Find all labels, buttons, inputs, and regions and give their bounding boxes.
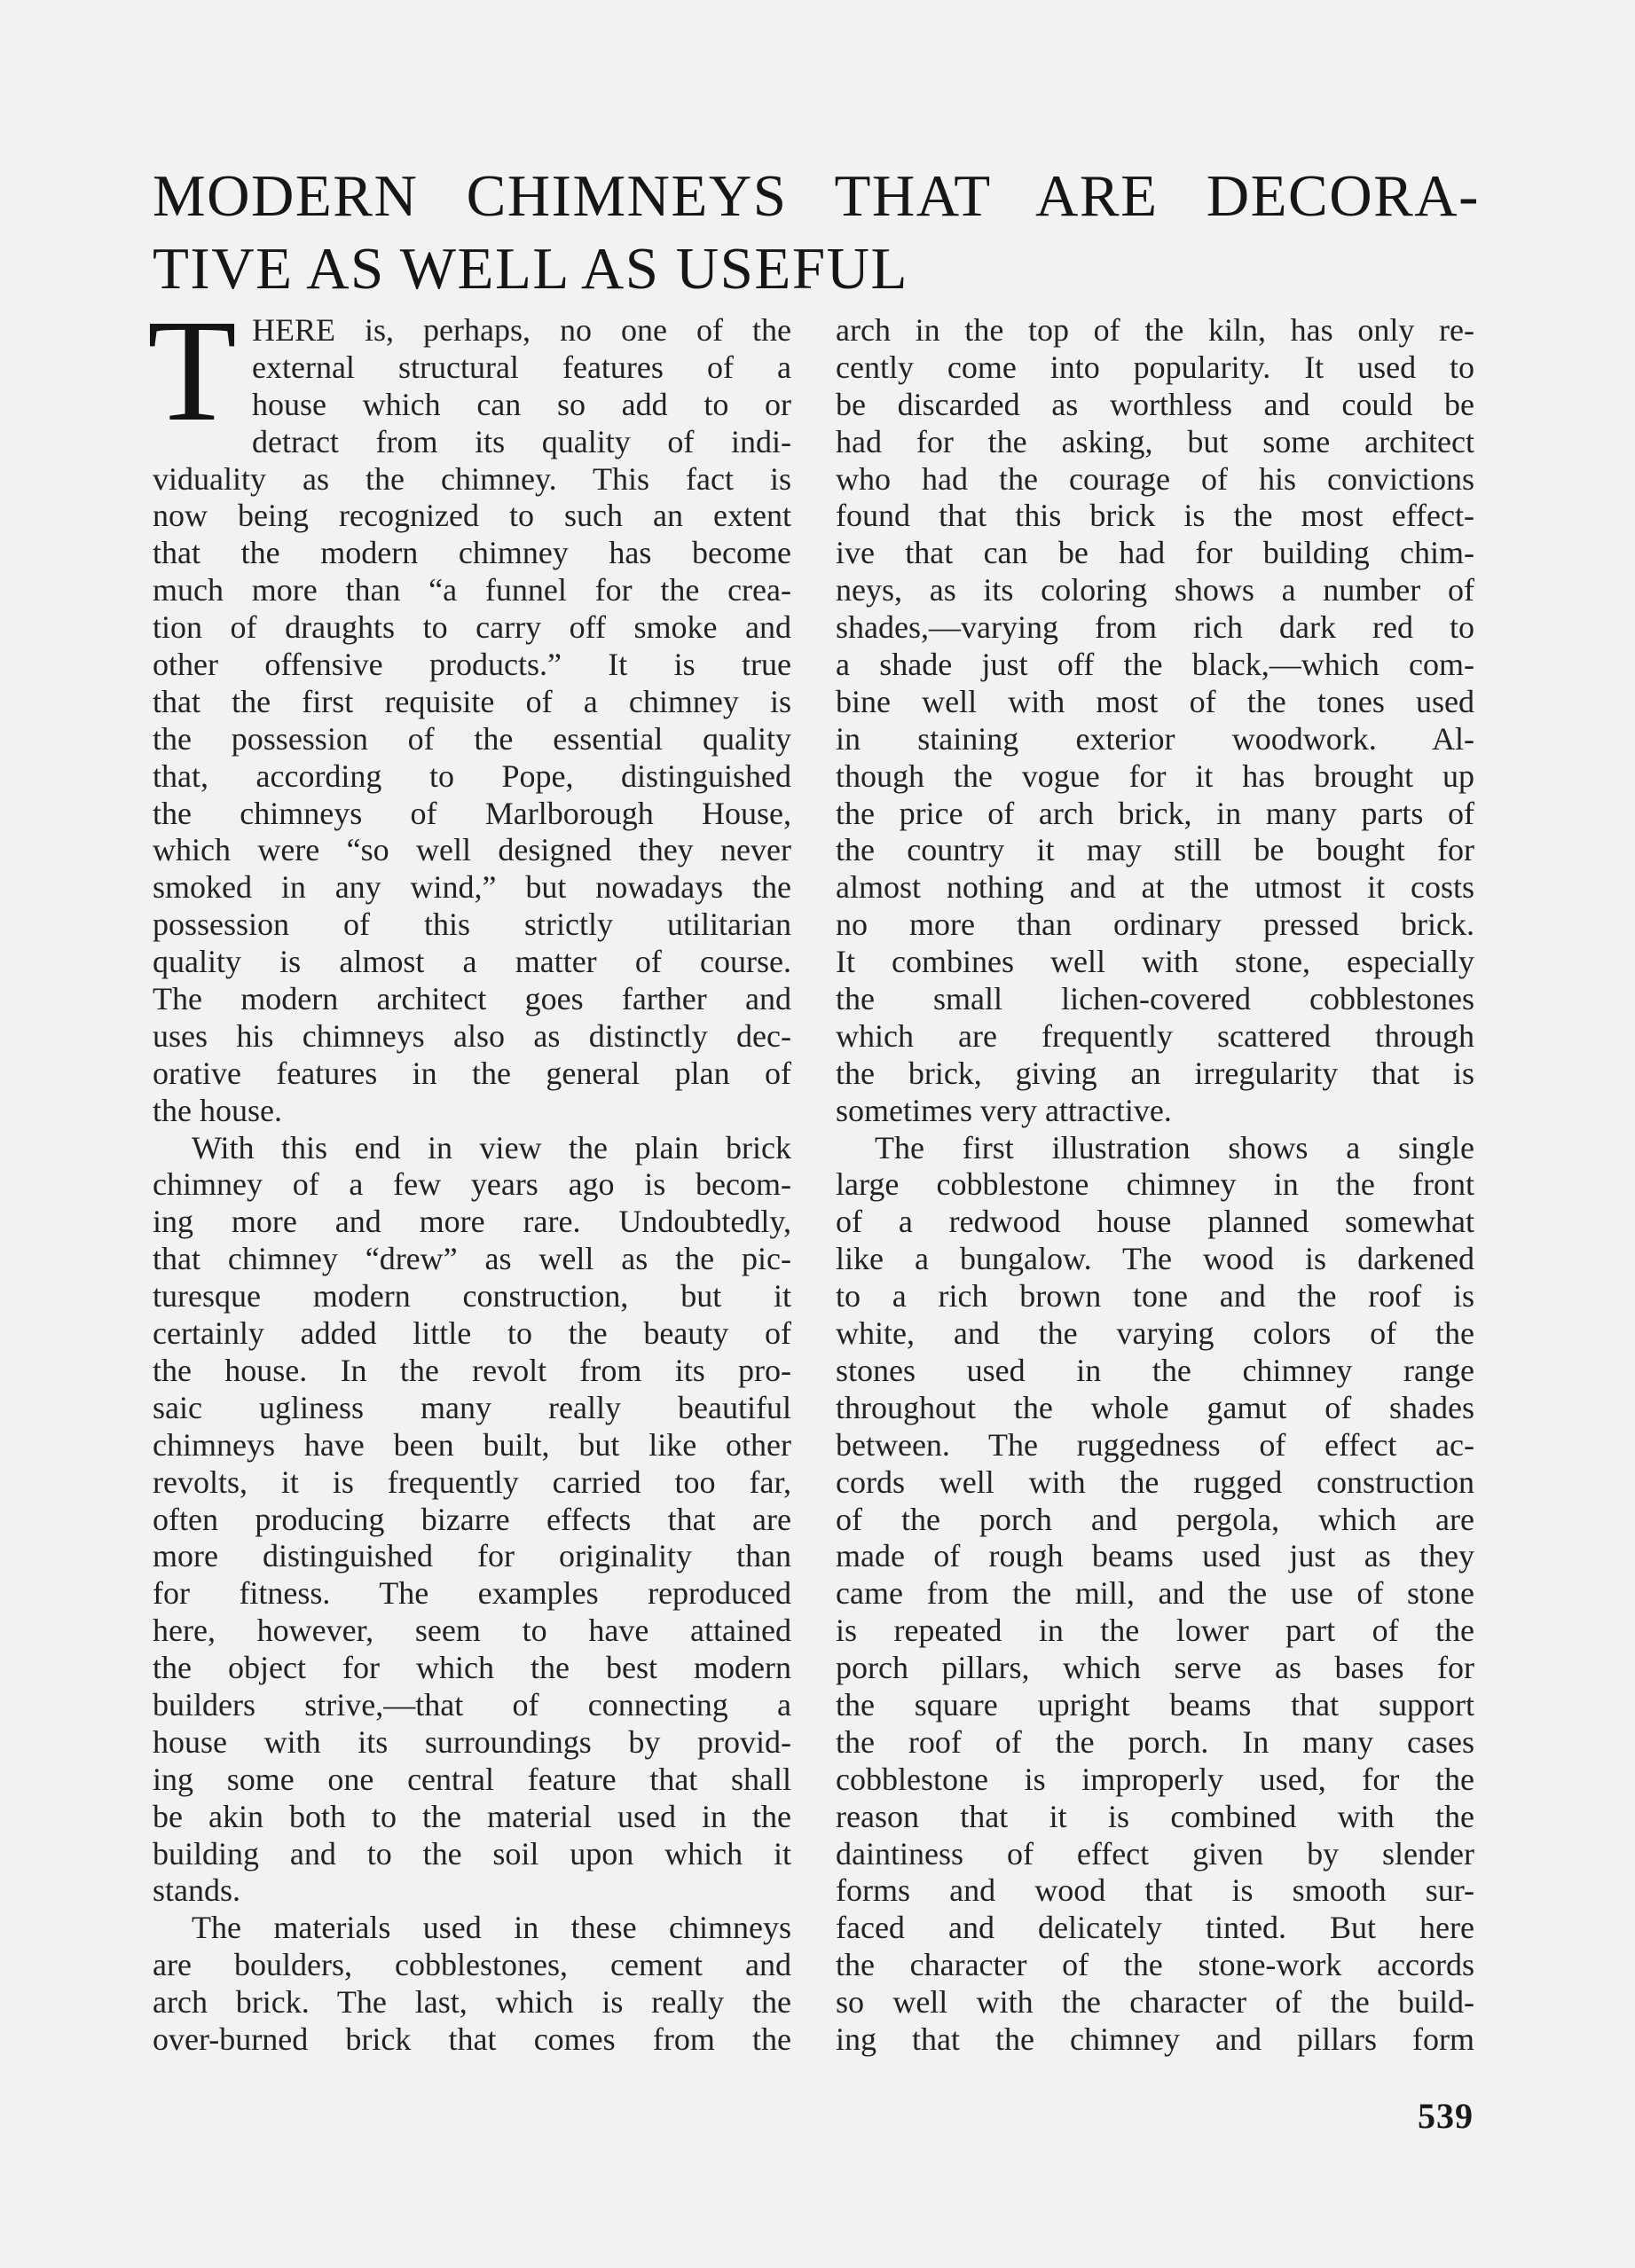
- text-line: almost nothing and at the utmost it costs: [836, 869, 1474, 906]
- text-line: other offensive products.” It is true: [153, 647, 791, 683]
- text-line: The modern architect goes farther and: [153, 981, 791, 1017]
- text-line: stones used in the chimney range: [836, 1352, 1474, 1388]
- text-line: arch brick. The last, which is really the: [153, 1984, 791, 2021]
- text-line: that the first requisite of a chimney is: [153, 683, 791, 719]
- text-line: neys, as its coloring shows a number of: [836, 572, 1474, 608]
- text-line: over-burned brick that comes from the: [153, 2021, 791, 2057]
- text-line: ing some one central feature that shall: [153, 1761, 791, 1797]
- text-line: The first illustration shows a single: [875, 1129, 1474, 1165]
- text-line: the brick, giving an irregularity that is: [836, 1055, 1474, 1091]
- text-line: tion of draughts to carry off smoke and: [153, 609, 791, 646]
- text-line: certainly added little to the beauty of: [153, 1315, 791, 1352]
- text-line: quality is almost a matter of course.: [153, 944, 791, 980]
- text-line: reason that it is combined with the: [836, 1798, 1474, 1834]
- text-line: The materials used in these chimneys: [192, 1910, 791, 1946]
- text-line: turesque modern construction, but it: [153, 1278, 791, 1314]
- text-line: the house. In the revolt from its pro-: [153, 1352, 791, 1388]
- text-line: possession of this strictly utilitarian: [153, 906, 791, 943]
- text-line: cently come into popularity. It used to: [836, 349, 1474, 385]
- text-line: which were “so well designed they never: [153, 832, 791, 868]
- text-line: much more than “a funnel for the crea-: [153, 572, 791, 608]
- text-line: which are frequently scattered through: [836, 1017, 1474, 1054]
- article-title: [153, 160, 1480, 305]
- text-line: the character of the stone-work accords: [836, 1947, 1474, 1983]
- text-line: uses his chimneys also as distinctly dec-: [153, 1017, 791, 1054]
- text-line: found that this brick is the most effect-: [836, 498, 1474, 534]
- text-line: that the modern chimney has become: [153, 535, 791, 571]
- text-line: between. The ruggedness of effect ac-: [836, 1426, 1474, 1463]
- text-line: house with its surroundings by provid-: [153, 1723, 791, 1760]
- text-line: shades,—varying from rich dark red to: [836, 609, 1474, 646]
- text-line: came from the mill, and the use of stone: [836, 1575, 1474, 1612]
- text-line: who had the courage of his convictions: [836, 460, 1474, 497]
- text-line: building and to the soil upon which it: [153, 1835, 791, 1872]
- text-line: the object for which the best modern: [153, 1650, 791, 1686]
- text-line: cords well with the rugged construction: [836, 1464, 1474, 1500]
- text-line: that, according to Pope, distinguished: [153, 757, 791, 794]
- text-line: often producing bizarre effects that are: [153, 1501, 791, 1537]
- text-line: builders strive,—that of connecting a: [153, 1686, 791, 1723]
- text-line: forms and wood that is smooth sur-: [836, 1872, 1474, 1909]
- text-line: like a bungalow. The wood is darkened: [836, 1241, 1474, 1277]
- page-number: 539: [1418, 2096, 1474, 2136]
- text-line: arch in the top of the kiln, has only re-: [836, 312, 1474, 348]
- text-line: daintiness of effect given by slender: [836, 1835, 1474, 1872]
- text-line: faced and delicately tinted. But here: [836, 1910, 1474, 1946]
- text-line: revolts, it is frequently carried too far,: [153, 1464, 791, 1500]
- text-line: are boulders, cobblestones, cement and: [153, 1947, 791, 1983]
- text-line: of a redwood house planned somewhat: [836, 1204, 1474, 1240]
- text-line: made of rough beams used just as they: [836, 1538, 1474, 1574]
- text-line: the roof of the porch. In many cases: [836, 1723, 1474, 1760]
- text-line: viduality as the chimney. This fact is: [153, 460, 791, 497]
- text-line: With this end in view the plain brick: [192, 1129, 791, 1165]
- text-line: the possession of the essential quality: [153, 720, 791, 757]
- text-line: had for the asking, but some architect: [836, 423, 1474, 459]
- text-line: cobblestone is improperly used, for the: [836, 1761, 1474, 1797]
- left-column: [147, 289, 791, 2059]
- text-line: bine well with most of the tones used: [836, 683, 1474, 719]
- text-line: the square upright beams that support: [836, 1686, 1474, 1723]
- text-line: ing more and more rare. Undoubtedly,: [153, 1204, 791, 1240]
- title-line: MODERN CHIMNEYS THAT ARE DECORA-: [153, 163, 1480, 229]
- text-line: porch pillars, which serve as bases for: [836, 1650, 1474, 1686]
- text-line: chimney of a few years ago is becom-: [153, 1166, 791, 1203]
- text-line: detract from its quality of indi-: [252, 423, 791, 459]
- text-line: that chimney “drew” as well as the pic-: [153, 1241, 791, 1277]
- text-line: though the vogue for it has brought up: [836, 757, 1474, 794]
- text-line: in staining exterior woodwork. Al-: [836, 720, 1474, 757]
- text-line: It combines well with stone, especially: [836, 944, 1474, 980]
- text-line: a shade just off the black,—which com-: [836, 647, 1474, 683]
- text-line: the chimneys of Marlborough House,: [153, 795, 791, 831]
- text-line: no more than ordinary pressed brick.: [836, 906, 1474, 943]
- text-line: the small lichen-covered cobblestones: [836, 981, 1474, 1017]
- text-line: HERE is, perhaps, no one of the: [252, 312, 791, 348]
- text-line: white, and the varying colors of the: [836, 1315, 1474, 1352]
- text-line: is repeated in the lower part of the: [836, 1613, 1474, 1649]
- drop-cap: T: [147, 289, 237, 451]
- text-line: external structural features of a: [252, 349, 791, 385]
- text-line: the price of arch brick, in many parts of: [836, 795, 1474, 831]
- title-line: TIVE AS WELL AS USEFUL: [153, 236, 908, 302]
- text-line: be discarded as worthless and could be: [836, 386, 1474, 422]
- text-line: chimneys have been built, but like other: [153, 1426, 791, 1463]
- text-line: to a rich brown tone and the roof is: [836, 1278, 1474, 1314]
- text-line: ive that can be had for building chim-: [836, 535, 1474, 571]
- text-line: now being recognized to such an extent: [153, 498, 791, 534]
- text-line: ing that the chimney and pillars form: [836, 2021, 1474, 2057]
- text-line: for fitness. The examples reproduced: [153, 1575, 791, 1612]
- text-line: house which can so add to or: [252, 386, 791, 422]
- text-line: throughout the whole gamut of shades: [836, 1389, 1474, 1425]
- text-line: sometimes very attractive.: [836, 1092, 1172, 1128]
- text-line: so well with the character of the build-: [836, 1984, 1474, 2021]
- right-column: [836, 312, 1474, 2059]
- text-line: be akin both to the material used in the: [153, 1798, 791, 1834]
- text-line: large cobblestone chimney in the front: [836, 1166, 1474, 1203]
- text-line: stands.: [153, 1872, 240, 1909]
- text-line: smoked in any wind,” but nowadays the: [153, 869, 791, 906]
- text-line: orative features in the general plan of: [153, 1055, 791, 1091]
- text-line: of the porch and pergola, which are: [836, 1501, 1474, 1537]
- text-line: saic ugliness many really beautiful: [153, 1389, 791, 1425]
- text-line: here, however, seem to have attained: [153, 1613, 791, 1649]
- text-line: the country it may still be bought for: [836, 832, 1474, 868]
- text-line: the house.: [153, 1092, 282, 1128]
- text-line: more distinguished for originality than: [153, 1538, 791, 1574]
